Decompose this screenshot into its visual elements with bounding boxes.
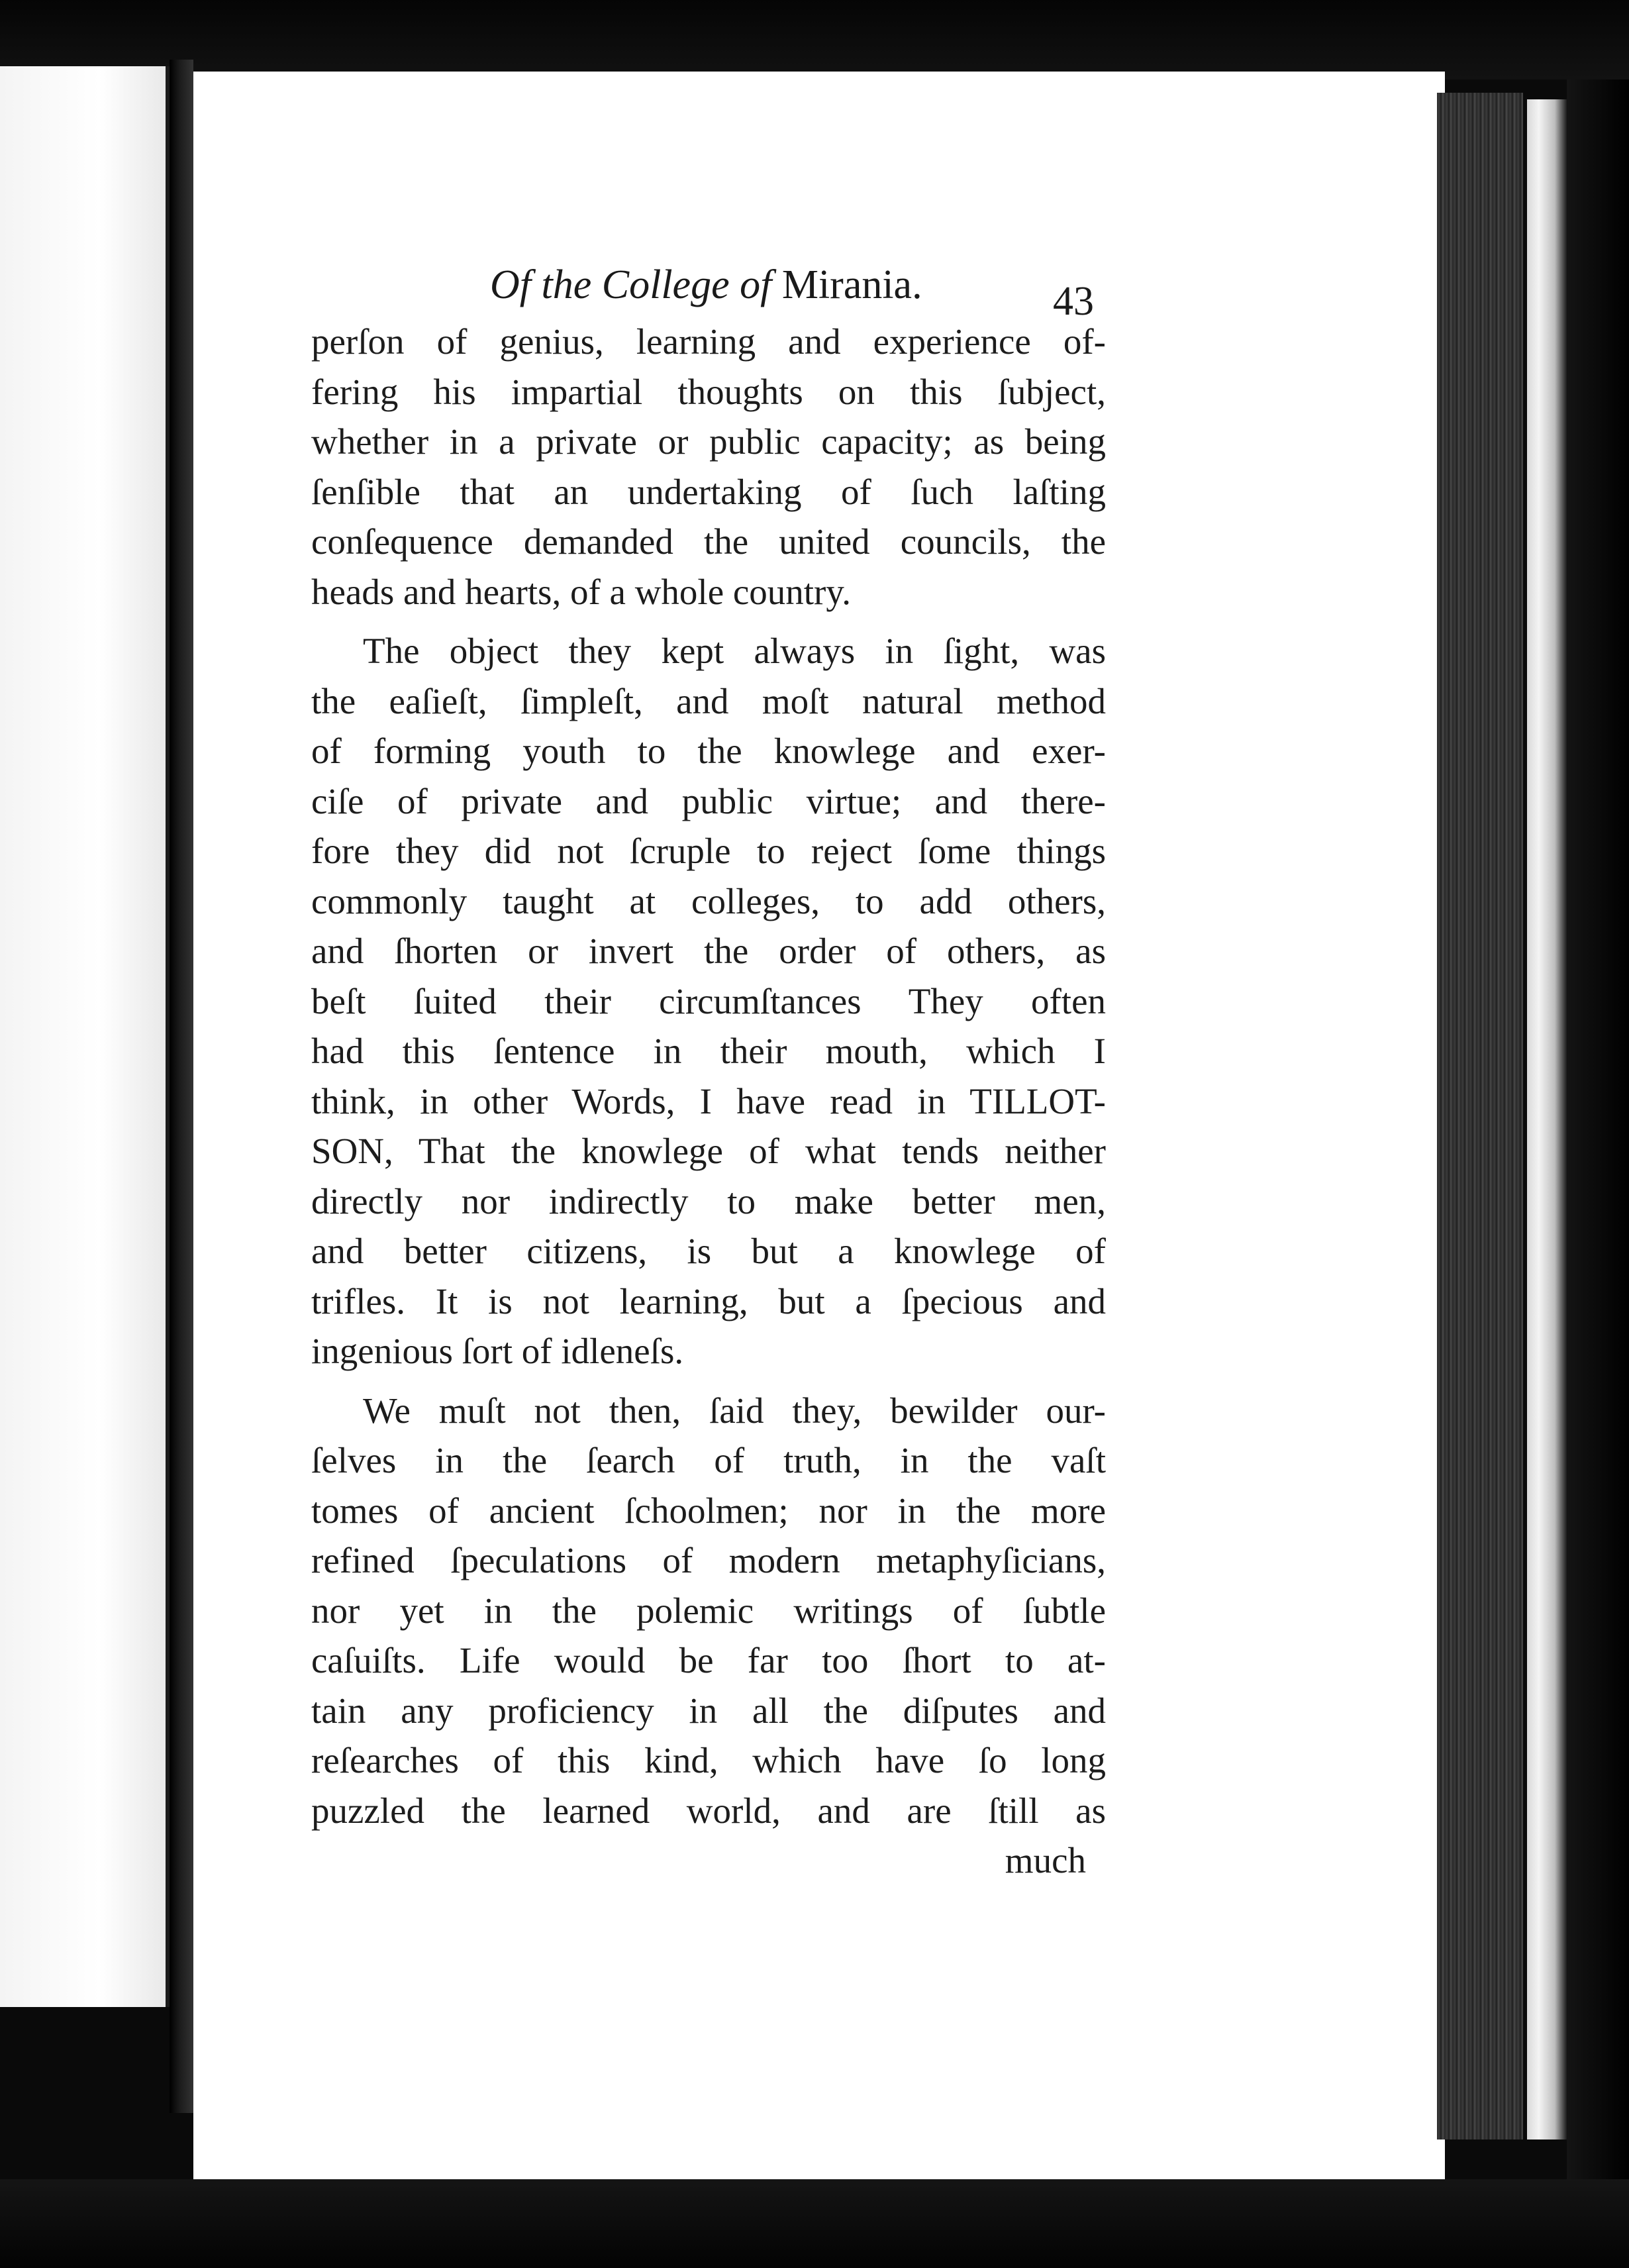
- text-line: commonly taught at colleges, to add others,: [311, 880, 1106, 921]
- scan-top-edge: [0, 0, 1629, 79]
- text-line: directly nor indirectly to make better men,: [311, 1180, 1106, 1221]
- text-line: The object they kept always in ſight, was: [363, 631, 1106, 671]
- page-number: 43: [1053, 279, 1094, 324]
- text-line: think, in other Words, I have read in TILLOT-: [311, 1080, 1106, 1121]
- text-line: beſt ſuited their circumſtances They often: [311, 980, 1106, 1021]
- running-head: [490, 262, 1126, 321]
- body-text: [311, 317, 1106, 1886]
- text-line: trifles. It is not learning, but a ſpecious and: [311, 1280, 1106, 1321]
- text-line: ciſe of private and public virtue; and there-: [311, 780, 1106, 821]
- text-line: caſuiſts. Life would be far too ſhort to at-: [311, 1640, 1106, 1680]
- text-line: ſelves in the ſearch of truth, in the vaſt: [311, 1440, 1106, 1480]
- text-line: conſequence demanded the united councils, the: [311, 521, 1106, 562]
- paragraph-gap: [311, 1376, 1106, 1386]
- running-head-name: Mirania.: [781, 262, 922, 307]
- catchword: much: [1005, 1840, 1086, 1881]
- text-line: puzzled the learned world, and are ſtill as: [311, 1790, 1106, 1831]
- text-line: and ſhorten or invert the order of others, as: [311, 931, 1106, 971]
- text-line: refined ſpeculations of modern metaphyſicians,: [311, 1540, 1106, 1580]
- page-block-edges: [1437, 93, 1523, 2139]
- scan-bottom-edge: [0, 2179, 1629, 2268]
- text-line: nor yet in the polemic writings of ſubtle: [311, 1590, 1106, 1631]
- scan-right-edge: [1567, 79, 1629, 2268]
- text-line: We muſt not then, ſaid they, bewilder our-: [363, 1390, 1106, 1431]
- text-line: had this ſentence in their mouth, which I: [311, 1031, 1106, 1071]
- text-line: reſearches of this kind, which have ſo long: [311, 1740, 1106, 1780]
- page-block-highlight: [1527, 99, 1567, 2139]
- text-line: the eaſieſt, ſimpleſt, and moſt natural method: [311, 680, 1106, 721]
- text-line: perſon of genius, learning and experience of-: [311, 321, 1106, 362]
- text-line: whether in a private or public capacity; as being: [311, 421, 1106, 462]
- text-line: fering his impartial thoughts on this ſubject,: [311, 371, 1106, 412]
- text-line: and better citizens, is but a knowlege of: [311, 1231, 1106, 1271]
- running-head-title: Of the College of: [490, 262, 772, 307]
- text-line: SON, That the knowlege of what tends neither: [311, 1131, 1106, 1171]
- text-line: fore they did not ſcruple to reject ſome things: [311, 831, 1106, 871]
- text-line: ingenious ſort of idleneſs.: [311, 1331, 684, 1371]
- paragraph-gap: [311, 617, 1106, 626]
- text-line: heads and hearts, of a whole country.: [311, 571, 852, 612]
- facing-page: [0, 66, 170, 2007]
- text-line: tomes of ancient ſchoolmen; nor in the more: [311, 1490, 1106, 1531]
- text-line: tain any proficiency in all the diſputes and: [311, 1690, 1106, 1731]
- text-line: of forming youth to the knowlege and exer-: [311, 731, 1106, 771]
- book-gutter: [170, 60, 193, 2113]
- text-line: ſenſible that an undertaking of ſuch laſting: [311, 471, 1106, 512]
